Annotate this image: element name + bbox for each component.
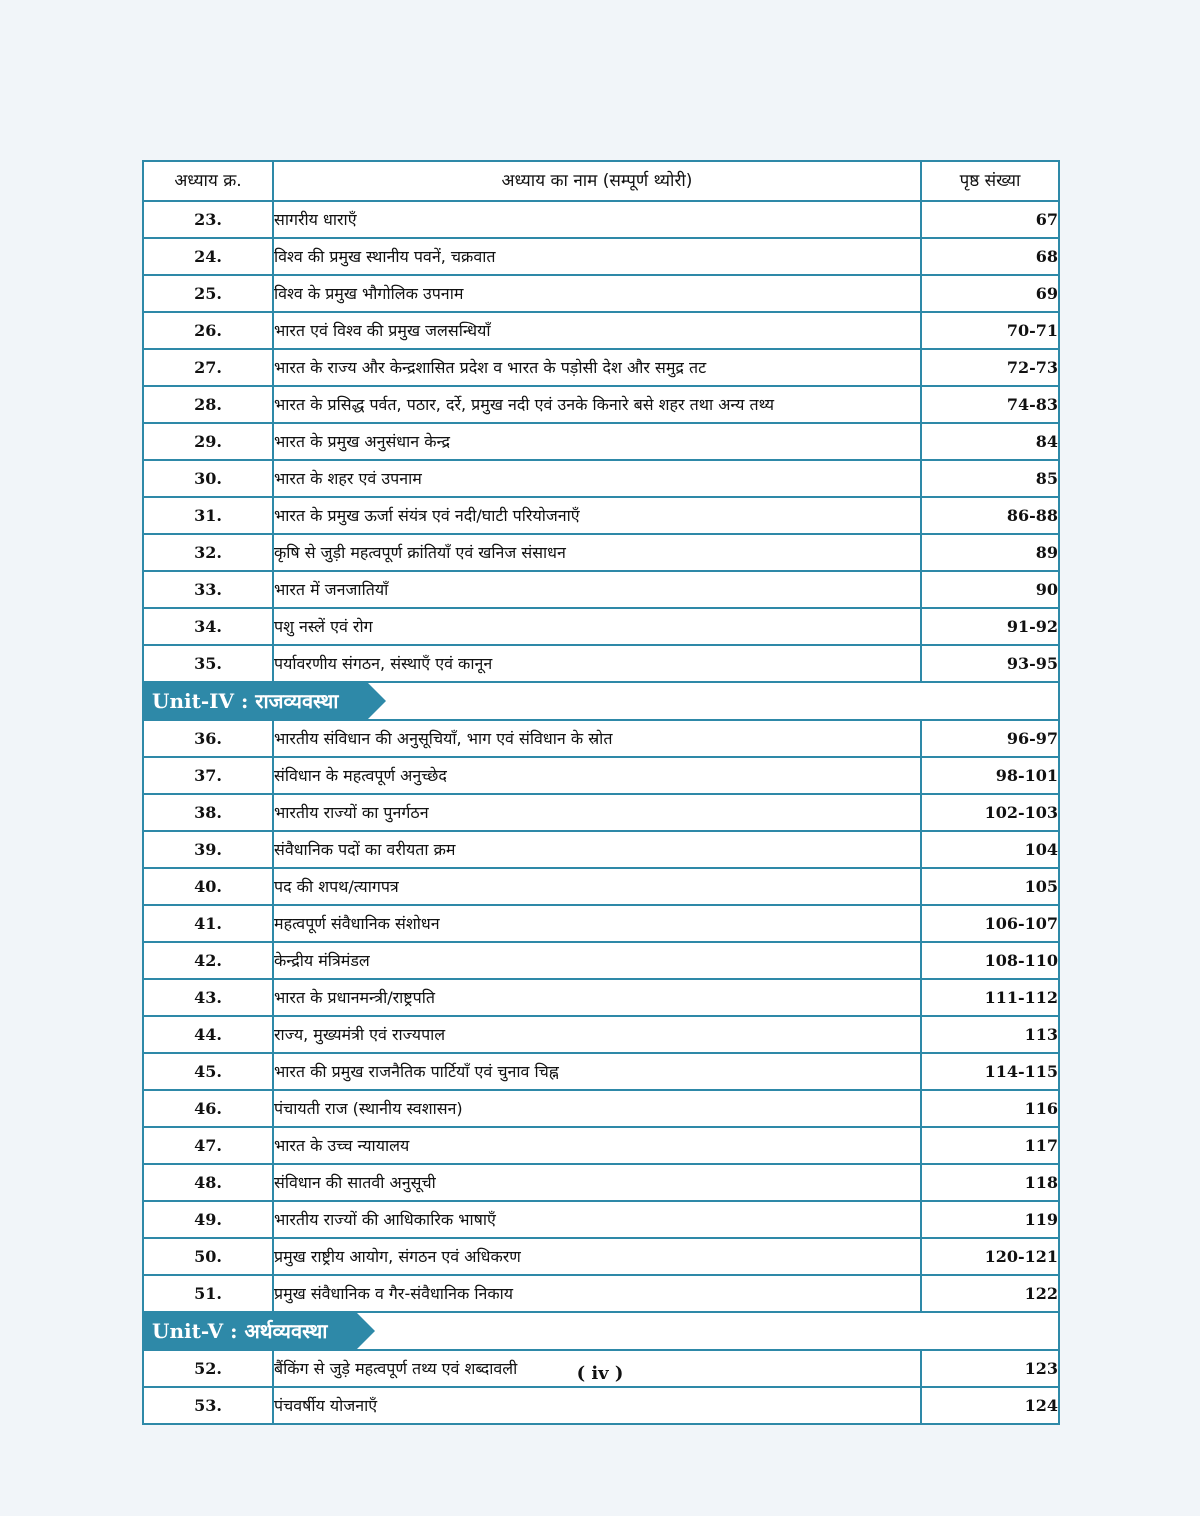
chapter-name-cell: प्रमुख राष्ट्रीय आयोग, संगठन एवं अधिकरण (273, 1238, 921, 1275)
table-row (143, 1053, 1059, 1090)
chapter-number-cell: 50. (143, 1238, 273, 1275)
page-number-cell: 72-73 (921, 349, 1059, 386)
table-row (143, 349, 1059, 386)
table-row (143, 720, 1059, 757)
chapter-number-cell: 38. (143, 794, 273, 831)
chapter-number-cell: 41. (143, 905, 273, 942)
page-number-cell: 91-92 (921, 608, 1059, 645)
unit-cell (143, 682, 1059, 720)
page-number-cell: 123 (921, 1350, 1059, 1387)
chapter-name-cell: भारतीय संविधान की अनुसूचियाँ, भाग एवं संविधान के स्रोत (273, 720, 921, 757)
page-number-cell: 111-112 (921, 979, 1059, 1016)
chapter-name-cell: पशु नस्लें एवं रोग (273, 608, 921, 645)
chapter-name-cell: सागरीय धाराएँ (273, 201, 921, 238)
chapter-name-cell: भारत के प्रसिद्ध पर्वत, पठार, दर्रे, प्रमुख नदी एवं उनके किनारे बसे शहर तथा अन्य तथ्य (273, 386, 921, 423)
contents-table (142, 160, 1060, 1425)
chapter-number-cell: 30. (143, 460, 273, 497)
chapter-name-cell: भारत के शहर एवं उपनाम (273, 460, 921, 497)
unit-row (143, 1312, 1059, 1350)
chapter-name-cell: पंचायती राज (स्थानीय स्वशासन) (273, 1090, 921, 1127)
chapter-number-cell: 27. (143, 349, 273, 386)
page-number-cell: 85 (921, 460, 1059, 497)
table-row (143, 497, 1059, 534)
table-row (143, 386, 1059, 423)
chapter-number-cell: 33. (143, 571, 273, 608)
chapter-name-cell: भारतीय राज्यों का पुनर्गठन (273, 794, 921, 831)
table-row (143, 608, 1059, 645)
chapter-name-cell: पद की शपथ/त्यागपत्र (273, 868, 921, 905)
chapter-number-cell: 42. (143, 942, 273, 979)
unit-cell (143, 1312, 1059, 1350)
page-number-cell: 108-110 (921, 942, 1059, 979)
page-number-cell: 98-101 (921, 757, 1059, 794)
table-row (143, 942, 1059, 979)
chapter-number-cell: 48. (143, 1164, 273, 1201)
table-row (143, 979, 1059, 1016)
chapter-name-cell: भारतीय राज्यों की आधिकारिक भाषाएँ (273, 1201, 921, 1238)
page-number-cell: 124 (921, 1387, 1059, 1424)
chapter-name-cell: संविधान की सातवी अनुसूची (273, 1164, 921, 1201)
table-row (143, 1275, 1059, 1312)
table-row (143, 312, 1059, 349)
chapter-number-cell: 24. (143, 238, 273, 275)
chapter-number-cell: 36. (143, 720, 273, 757)
chapter-name-cell: भारत के राज्य और केन्द्रशासित प्रदेश व भारत के पड़ोसी देश और समुद्र तट (273, 349, 921, 386)
chapter-number-cell: 26. (143, 312, 273, 349)
chapter-number-cell: 51. (143, 1275, 273, 1312)
table-row (143, 534, 1059, 571)
table-row (143, 1127, 1059, 1164)
page-number-cell: 118 (921, 1164, 1059, 1201)
chapter-number-cell: 28. (143, 386, 273, 423)
table-header-row (143, 161, 1059, 201)
page-number-cell: 102-103 (921, 794, 1059, 831)
chapter-number-cell: 29. (143, 423, 273, 460)
chapter-name-cell: पर्यावरणीय संगठन, संस्थाएँ एवं कानून (273, 645, 921, 682)
page-number-cell: 84 (921, 423, 1059, 460)
table-row (143, 645, 1059, 682)
chapter-number-cell: 37. (143, 757, 273, 794)
chapter-number-cell: 52. (143, 1350, 273, 1387)
chapter-name-cell: संवैधानिक पदों का वरीयता क्रम (273, 831, 921, 868)
chapter-number-cell: 23. (143, 201, 273, 238)
unit-v-heading: Unit-V : अर्थव्यवस्था (144, 1313, 357, 1349)
chapter-name-cell: भारत के उच्च न्यायालय (273, 1127, 921, 1164)
page-number-cell: 90 (921, 571, 1059, 608)
chapter-name-cell: भारत के प्रमुख अनुसंधान केन्द्र (273, 423, 921, 460)
chapter-name-cell: भारत में जनजातियाँ (273, 571, 921, 608)
chapter-name-cell: विश्व की प्रमुख स्थानीय पवनें, चक्रवात (273, 238, 921, 275)
chapter-name-cell: बैंकिंग से जुड़े महत्वपूर्ण तथ्य एवं शब्दावली (273, 1350, 921, 1387)
page-number-cell: 119 (921, 1201, 1059, 1238)
header-page-number: पृष्ठ संख्या (921, 161, 1059, 201)
table-row (143, 868, 1059, 905)
unit-row (143, 682, 1059, 720)
chapter-number-cell: 31. (143, 497, 273, 534)
page-number-cell: 93-95 (921, 645, 1059, 682)
page-number-cell: 89 (921, 534, 1059, 571)
page-number-cell: 122 (921, 1275, 1059, 1312)
chapter-number-cell: 47. (143, 1127, 273, 1164)
chapter-number-cell: 49. (143, 1201, 273, 1238)
chapter-name-cell: भारत के प्रमुख ऊर्जा संयंत्र एवं नदी/घाटी परियोजनाएँ (273, 497, 921, 534)
chapter-number-cell: 34. (143, 608, 273, 645)
table-row (143, 1238, 1059, 1275)
header-chapter-name: अध्याय का नाम (सम्पूर्ण थ्योरी) (273, 161, 921, 201)
table-row (143, 794, 1059, 831)
chapter-number-cell: 46. (143, 1090, 273, 1127)
header-chapter-number: अध्याय क्र. (143, 161, 273, 201)
page-number-cell: 86-88 (921, 497, 1059, 534)
table-row (143, 831, 1059, 868)
chapter-number-cell: 35. (143, 645, 273, 682)
chapter-number-cell: 40. (143, 868, 273, 905)
table-row (143, 571, 1059, 608)
page-number-cell: 117 (921, 1127, 1059, 1164)
page-number-cell: 116 (921, 1090, 1059, 1127)
table-row (143, 201, 1059, 238)
page-number-cell: 113 (921, 1016, 1059, 1053)
table-body (143, 201, 1059, 1424)
chapter-number-cell: 43. (143, 979, 273, 1016)
page-number-cell: 104 (921, 831, 1059, 868)
chapter-name-cell: भारत की प्रमुख राजनैतिक पार्टियाँ एवं चुनाव चिह्न (273, 1053, 921, 1090)
page-number-footer: ( iv ) (576, 1363, 624, 1384)
table-row (143, 1090, 1059, 1127)
table-row (143, 275, 1059, 312)
chapter-name-cell: प्रमुख संवैधानिक व गैर-संवैधानिक निकाय (273, 1275, 921, 1312)
chapter-name-cell: विश्व के प्रमुख भौगोलिक उपनाम (273, 275, 921, 312)
chapter-name-cell: संविधान के महत्वपूर्ण अनुच्छेद (273, 757, 921, 794)
chapter-number-cell: 53. (143, 1387, 273, 1424)
table-row (143, 905, 1059, 942)
chapter-name-cell: राज्य, मुख्यमंत्री एवं राज्यपाल (273, 1016, 921, 1053)
chapter-name-cell: महत्वपूर्ण संवैधानिक संशोधन (273, 905, 921, 942)
page-number-cell: 105 (921, 868, 1059, 905)
chapter-number-cell: 45. (143, 1053, 273, 1090)
page-number-cell: 67 (921, 201, 1059, 238)
table-row (143, 1164, 1059, 1201)
page-number-cell: 74-83 (921, 386, 1059, 423)
table-row (143, 423, 1059, 460)
table-row (143, 238, 1059, 275)
page-number-cell: 120-121 (921, 1238, 1059, 1275)
page-number-cell: 96-97 (921, 720, 1059, 757)
page-number-cell: 69 (921, 275, 1059, 312)
page-number-cell: 114-115 (921, 1053, 1059, 1090)
table-row (143, 1201, 1059, 1238)
table-row (143, 460, 1059, 497)
chapter-name-cell: केन्द्रीय मंत्रिमंडल (273, 942, 921, 979)
table-row (143, 757, 1059, 794)
chapter-number-cell: 25. (143, 275, 273, 312)
chapter-name-cell: पंचवर्षीय योजनाएँ (273, 1387, 921, 1424)
unit-iv-heading: Unit-IV : राजव्यवस्था (144, 683, 368, 719)
chapter-name-cell: कृषि से जुड़ी महत्वपूर्ण क्रांतियाँ एवं खनिज संसाधन (273, 534, 921, 571)
page-number-cell: 106-107 (921, 905, 1059, 942)
chapter-name-cell: भारत के प्रधानमन्त्री/राष्ट्रपति (273, 979, 921, 1016)
table-row (143, 1387, 1059, 1424)
table-row (143, 1016, 1059, 1053)
page-number-cell: 70-71 (921, 312, 1059, 349)
chapter-number-cell: 32. (143, 534, 273, 571)
chapter-number-cell: 44. (143, 1016, 273, 1053)
page-number-cell: 68 (921, 238, 1059, 275)
chapter-name-cell: भारत एवं विश्व की प्रमुख जलसन्धियाँ (273, 312, 921, 349)
chapter-number-cell: 39. (143, 831, 273, 868)
